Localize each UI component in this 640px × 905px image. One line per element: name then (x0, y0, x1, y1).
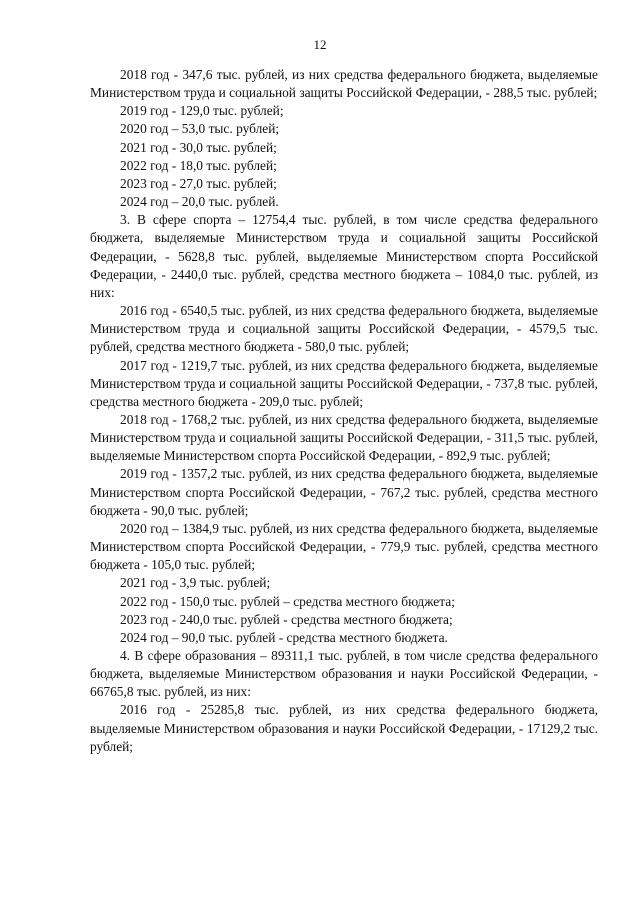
paragraph-2020: 2020 год – 53,0 тыс. рублей; (120, 121, 280, 137)
sport-2022: 2022 год - 150,0 тыс. рублей – средства местного бюджета; (120, 593, 455, 609)
section-4-education: 4. В сфере образования – 89311,1 тыс. рублей, в том числе средства федерального бюджета, выделяемые Министерством образования и науки Российской Федерации, - 66765,8 тыс. рублей, из них: (90, 648, 598, 700)
section-3-sport: 3. В сфере спорта – 12754,4 тыс. рублей, в том числе средства федерального бюджета, выделяемые Министерством труда и социальной защиты Российской Федерации, - 5628,8 тыс. рублей, выделяемые Министерством спорта Российской Федерации, - 2440,0 тыс. рублей, средства местного бюджета – 1084,0 тыс. рублей, из них: (90, 212, 598, 300)
sport-2017: 2017 год - 1219,7 тыс. рублей, из них средства федерального бюджета, выделяемые Министерством труда и социальной защиты Российской Федерации, - 737,8 тыс. рублей, средства местного бюджета - 209,0 тыс. рублей; (90, 357, 598, 409)
sport-2020: 2020 год – 1384,9 тыс. рублей, из них средства федерального бюджета, выделяемые Министерством спорта Российской Федерации, - 779,9 тыс. рублей, средства местного бюджета - 105,0 тыс. рублей; (90, 520, 598, 573)
sport-2021: 2021 год - 3,9 тыс. рублей; (120, 575, 271, 591)
paragraph-2022: 2022 год - 18,0 тыс. рублей; (120, 157, 277, 173)
paragraph-2024: 2024 год – 20,0 тыс. рублей. (120, 194, 279, 210)
paragraph-2018-labor: 2018 год - 347,6 тыс. рублей, из них средства федерального бюджета, выделяемые Министерством труда и социальной защиты Российской Федерации, - 288,5 тыс. рублей; (90, 67, 598, 101)
sport-2019: 2019 год - 1357,2 тыс. рублей, из них средства федерального бюджета, выделяемые Министерством спорта Российской Федерации, - 767,2 тыс. рублей, средства местного бюджета - 90,0 тыс. рублей; (90, 466, 598, 518)
paragraph-2021: 2021 год - 30,0 тыс. рублей; (120, 139, 277, 155)
sport-2018: 2018 год - 1768,2 тыс. рублей, из них средства федерального бюджета, выделяемые Министерством труда и социальной защиты Российской Федерации, - 311,5 тыс. рублей, выделяемые Министерством спорта Российской Федерации, - 892,9 тыс. рублей; (90, 411, 598, 464)
paragraph-2019: 2019 год - 129,0 тыс. рублей; (120, 103, 284, 119)
paragraph-2023: 2023 год - 27,0 тыс. рублей; (120, 175, 277, 191)
sport-2024: 2024 год – 90,0 тыс. рублей - средства местного бюджета. (120, 629, 448, 645)
sport-2023: 2023 год - 240,0 тыс. рублей - средства местного бюджета; (120, 611, 453, 627)
document-body (90, 66, 598, 756)
sport-2016: 2016 год - 6540,5 тыс. рублей, из них средства федерального бюджета, выделяемые Министерством труда и социальной защиты Российской Федерации, - 4579,5 тыс. рублей, средства местного бюджета - 580,0 тыс. рублей; (90, 303, 598, 355)
page-number: 12 (313, 37, 327, 52)
education-2016: 2016 год - 25285,8 тыс. рублей, из них средства федерального бюджета, выделяемые Министерством образования и науки Российской Федерации, - 17129,2 тыс. рублей; (90, 702, 598, 754)
